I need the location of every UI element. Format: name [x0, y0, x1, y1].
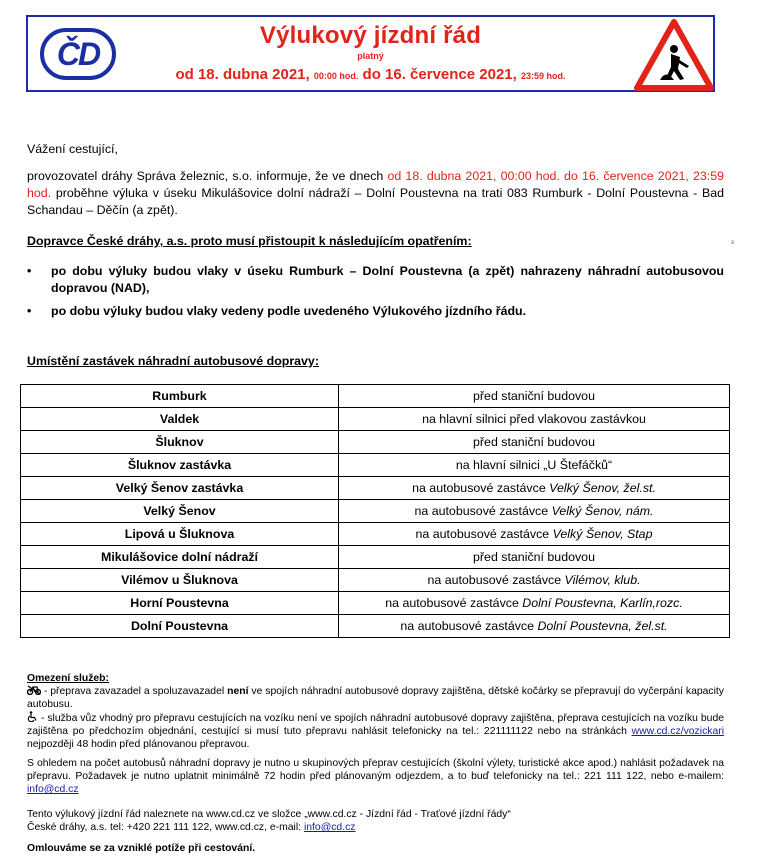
footer-email-link[interactable]: info@cd.cz [303, 822, 356, 833]
table-row [21, 431, 730, 454]
bullet: • [27, 304, 32, 318]
stop-name: Šluknov zastávka [21, 454, 339, 477]
stop-name: Velký Šenov zastávka [21, 477, 339, 500]
email-link[interactable]: info@cd.cz [27, 784, 79, 795]
bicycle-icon [27, 685, 41, 695]
table-row [21, 454, 730, 477]
group-travel-note: S ohledem na počet autobusů náhradní dopravy je nutno u skupinových přeprav cestujících (školní výlety, turistické akce apod.) nahlásit požadavek na přepravu. Požadavek je nutno uplatnit minimálně 72 hodin před plánovaným odjezdem, a to buď telefonicky na tel.: 221 111 122, nebo e-mailem: info@cd.cz [27, 758, 724, 795]
stop-location: před staniční budovou [339, 431, 730, 454]
stop-name: Šluknov [21, 431, 339, 454]
stop-name: Velký Šenov [21, 500, 339, 523]
table-row [21, 385, 730, 408]
measures-heading: Dopravce České dráhy, a.s. proto musí přistoupit k následujícím opatřením: [27, 234, 472, 248]
footer-line: Tento výlukový jízdní řád naleznete na www.cd.cz ve složce „www.cd.cz - Jízdní řád - Traťové jízdní řády“ [27, 809, 511, 820]
measure-text: po dobu výluky budou vlaky vedeny podle uvedeného Výlukového jízdního řádu. [51, 304, 527, 318]
bullet: • [27, 264, 32, 278]
stop-location: před staniční budovou [339, 546, 730, 569]
valid-label: platný [357, 51, 384, 61]
intro-dates: od 18. dubna 2021, 00:00 hod. do 16. července 2021, 23:59 hod. [27, 169, 724, 200]
footer-info [27, 808, 724, 834]
timetable-header [26, 15, 715, 92]
svg-text:ČD: ČD [56, 36, 100, 72]
date-from: od 18. dubna 2021, [175, 66, 310, 83]
bike-note: - přeprava zavazadel a spoluzavazadel není ve spojích náhradní autobusové dopravy zajištěna, dětské kočárky se přepravují do vyčerpání kapacity autobusu. [27, 686, 725, 710]
stop-location: na autobusové zastávce Dolní Poustevna, žel.st. [339, 615, 730, 638]
stop-location: na autobusové zastávce Velký Šenov, žel.st. [339, 477, 730, 500]
measures-list [27, 263, 724, 326]
stop-location: na autobusové zastávce Velký Šenov, Stap [339, 523, 730, 546]
stop-location: na autobusové zastávce Velký Šenov, nám. [339, 500, 730, 523]
stop-name: Vilémov u Šluknova [21, 569, 339, 592]
intro-text-start: provozovatel dráhy Správa železnic, s.o. informuje, že ve dnech [27, 169, 384, 183]
limits-heading: Omezení služeb: [27, 673, 109, 684]
stop-name: Mikulášovice dolní nádraží [21, 546, 339, 569]
table-row [21, 615, 730, 638]
date-to: do 16. července 2021, [362, 66, 517, 83]
stray-mark: ᶟ [731, 238, 734, 248]
table-row [21, 477, 730, 500]
stop-location: na hlavní silnici „U Štefáčků“ [339, 454, 730, 477]
page-title: Výlukový jízdní řád [259, 22, 482, 49]
stop-location: na autobusové zastávce Dolní Poustevna, Karlín,rozc. [339, 592, 730, 615]
validity-dates [28, 66, 713, 83]
time-to: 23:59 hod. [521, 71, 566, 81]
stop-name: Lipová u Šluknova [21, 523, 339, 546]
table-row [21, 500, 730, 523]
greeting: Vážení cestující, [27, 142, 118, 156]
intro-paragraph [27, 168, 724, 219]
stop-name: Dolní Poustevna [21, 615, 339, 638]
stops-table [20, 384, 730, 638]
stop-name: Horní Poustevna [21, 592, 339, 615]
stops-heading: Umístění zastávek náhradní autobusové dopravy: [27, 354, 319, 368]
measure-text: po dobu výluky budou vlaky v úseku Rumburk – Dolní Poustevna (a zpět) nahrazeny náhradní autobusovou dopravou (NAD), [51, 264, 724, 295]
table-row [21, 592, 730, 615]
footer-contact: České dráhy, a.s. tel: +420 221 111 122, www.cd.cz, e-mail: info@cd.cz [27, 822, 356, 833]
stop-name: Valdek [21, 408, 339, 431]
table-row [21, 569, 730, 592]
vozickari-link[interactable]: www.cd.cz/vozickari [631, 726, 725, 737]
stop-location: před staniční budovou [339, 385, 730, 408]
stop-location: na hlavní silnici před vlakovou zastávkou [339, 408, 730, 431]
road-works-warning-icon [634, 19, 714, 91]
wheelchair-icon [27, 711, 38, 722]
table-row [21, 523, 730, 546]
table-row [21, 408, 730, 431]
wheelchair-note: - služba vůz vhodný pro přepravu cestujících na vozíku není ve spojích náhradní autobusové dopravy zajištěna, přeprava cestujících na vozíku bude zajištěna po předchozím objednání, cestující si musí tuto přepravu nahlásit telefonicky na tel.: 221111122 nebo na stránkách www.cd.cz/vozickari nejpozději 48 hodin před plánovanou přepravou. [27, 713, 725, 750]
apology: Omlouváme se za vzniklé potíže při cestování. [27, 843, 256, 854]
list-item [27, 263, 724, 297]
stop-name: Rumburk [21, 385, 339, 408]
intro-text-end: proběhne výluka v úseku Mikulášovice dolní nádraží – Dolní Poustevna na trati 083 Rumburk - Dolní Poustevna - Bad Schandau – Děčín (a zpět). [27, 186, 724, 217]
stop-location: na autobusové zastávce Vilémov, klub. [339, 569, 730, 592]
list-item [27, 303, 724, 320]
time-from: 00:00 hod. [313, 71, 359, 81]
table-row [21, 546, 730, 569]
